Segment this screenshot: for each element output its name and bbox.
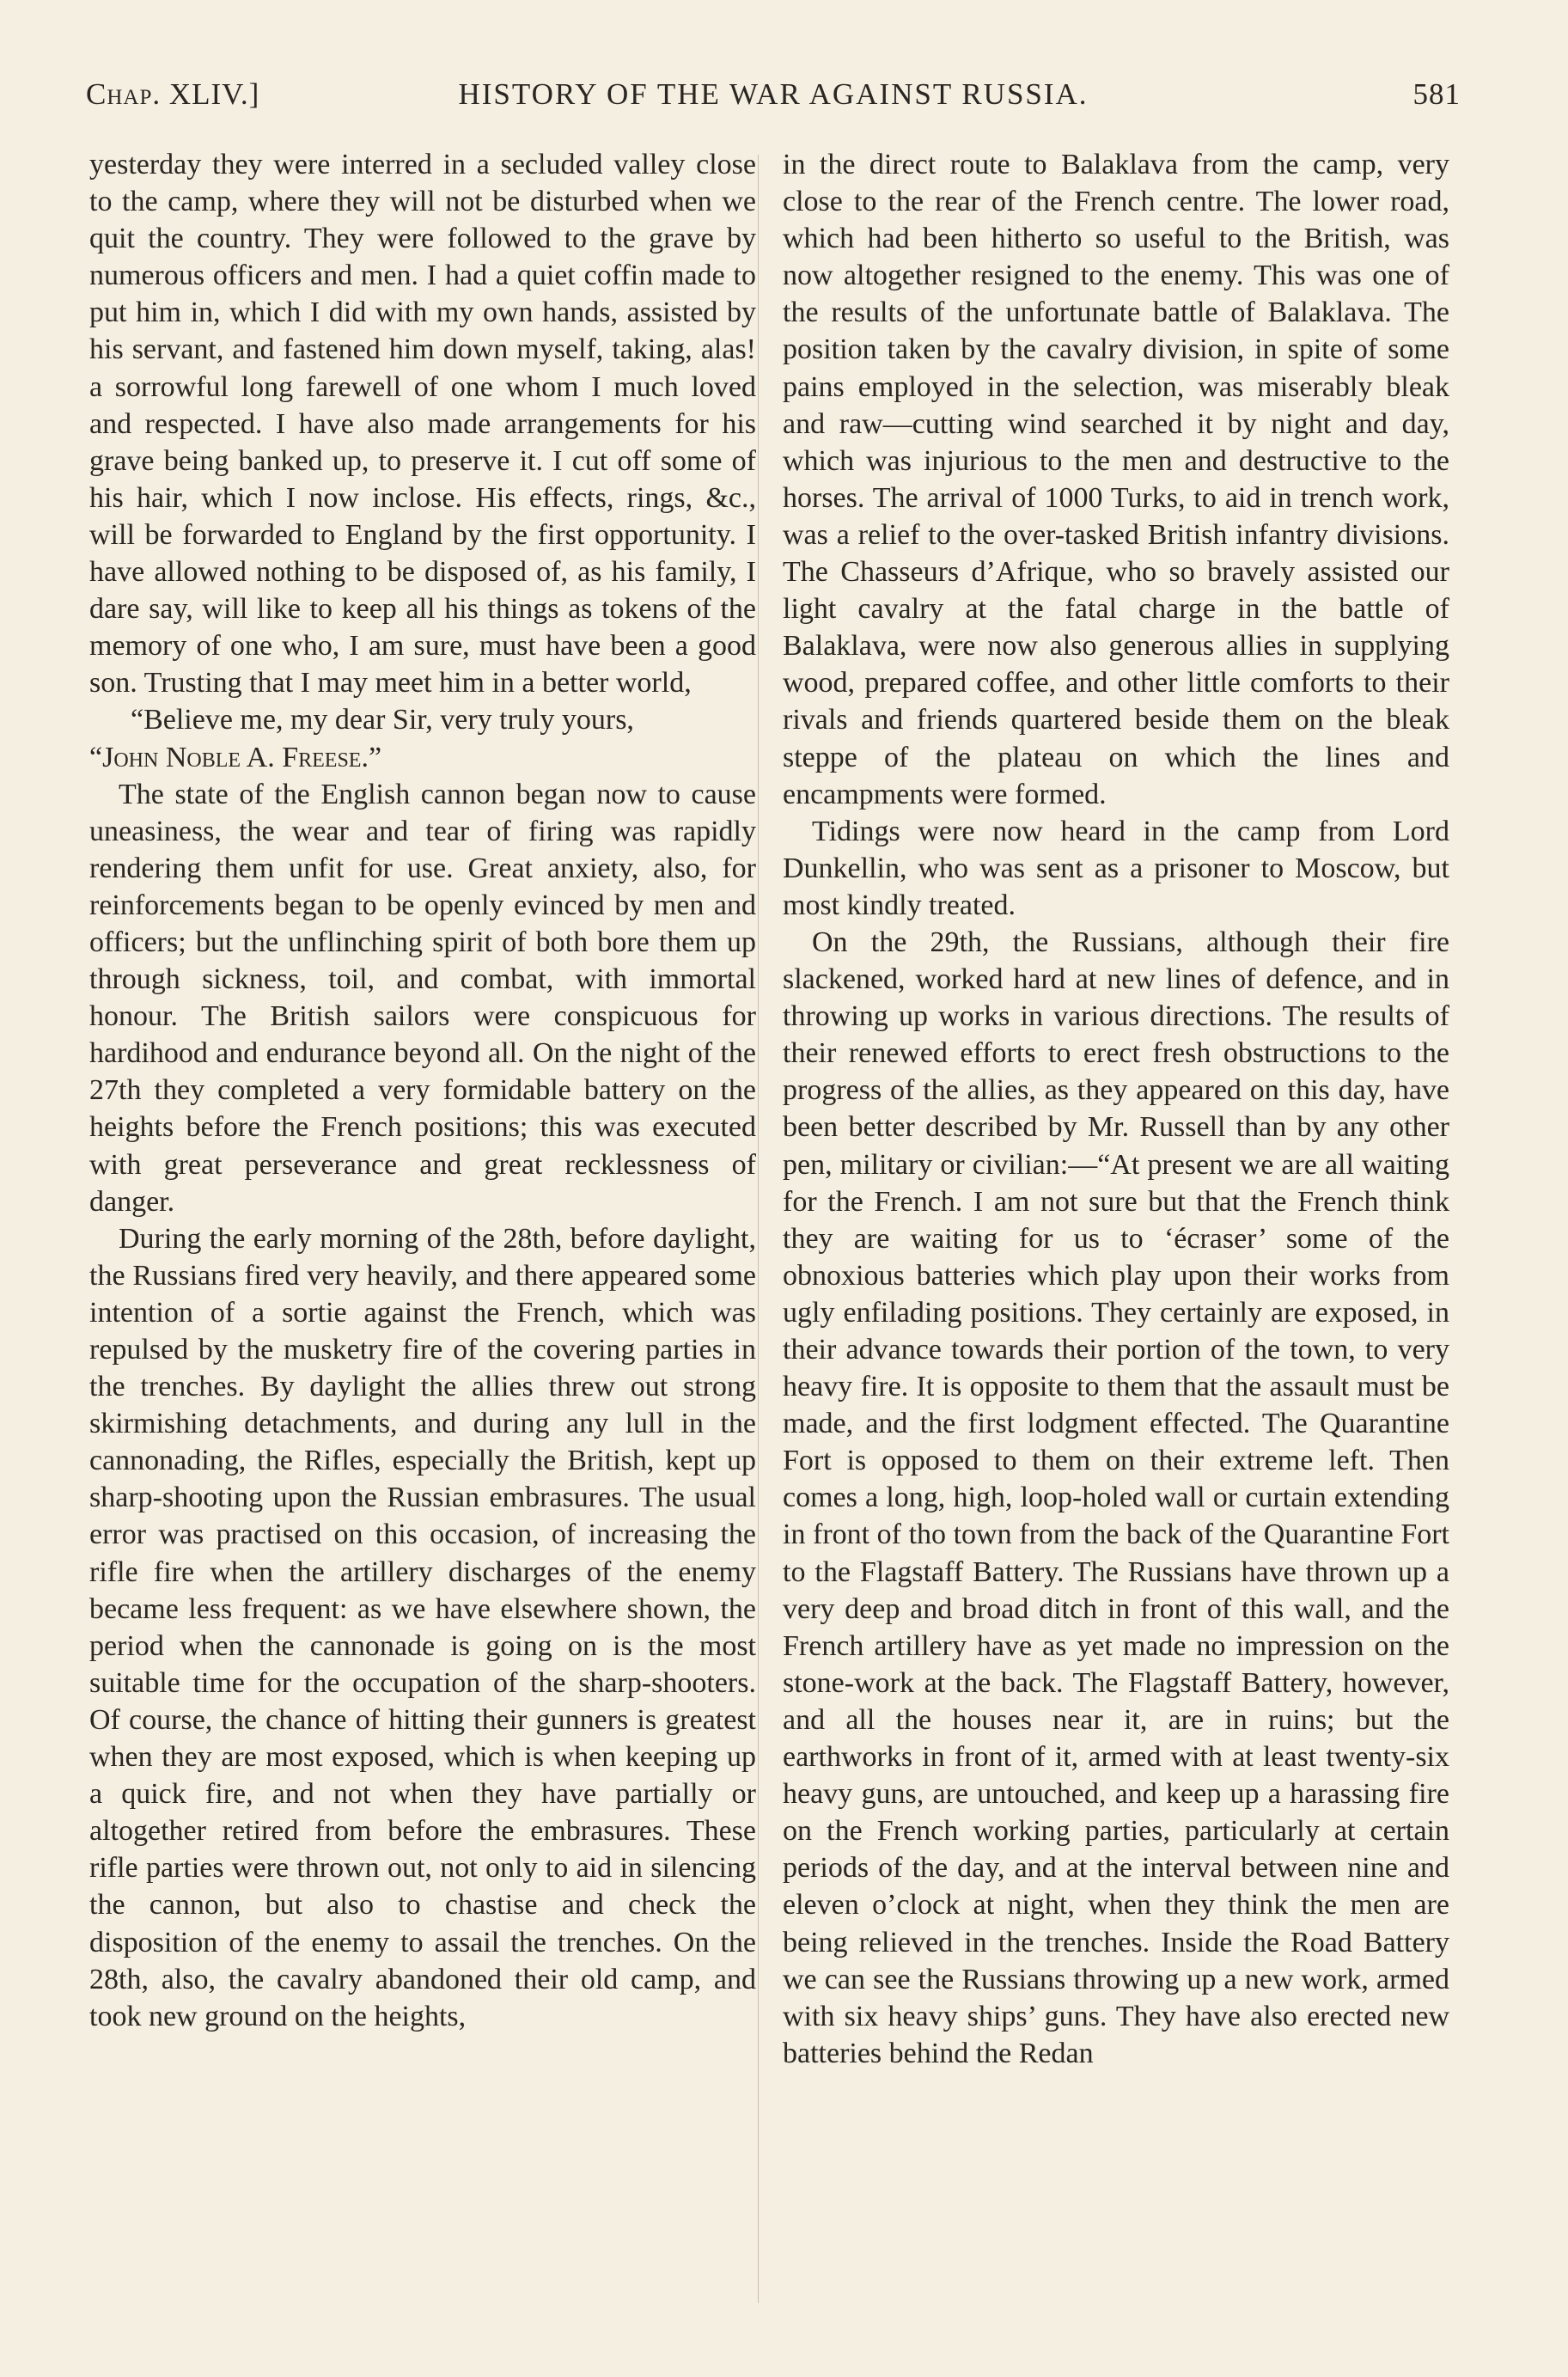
paragraph: During the early morning of the 28th, before daylight, the Russians fired very heavily, and there appeared some intention of a sortie against the French, which was repulsed by the musketry fire of the covering parties in the trenches. By daylight the allies threw out strong skirmishing detachments, and during any lull in the cannonading, the Rifles, especially the British, kept up sharp-shooting upon the Russian embrasures. The usual error was practised on this occasion, of increasing the rifle fire when the artillery discharges of the enemy became less frequent: as we have elsewhere shown, the period when the cannonade is going on is the most suitable time for the occupation of the sharp-shooters. Of course, the chance of hitting their gunners is greatest when they are most exposed, which is when keeping up a quick fire, and not when they have partially or altogether retired from before the embrasures. These rifle parties were thrown out, not only to aid in silencing the cannon, but also to chastise and check the disposition of the enemy to assail the trenches. On the 28th, also, the cavalry abandoned their old camp, and took new ground on the heights, bbox=[89, 1222, 756, 2032]
right-column bbox=[783, 146, 1449, 2072]
chapter-label: Chap. XLIV.] bbox=[86, 77, 260, 111]
paragraph: The state of the English cannon began now to cause uneasiness, the wear and tear of firing was rapidly rendering them unfit for use. Great anxiety, also, for reinforcements began to be openly evinced by men and officers; but the unflinching spirit of both bore them up through sickness, toil, and combat, with immortal honour. The British sailors were conspicuous for hardihood and endurance beyond all. On the night of the 27th they completed a very formidable battery on the heights before the French positions; this was executed with great perseverance and great recklessness of danger. bbox=[89, 778, 756, 1218]
page-number: 581 bbox=[1412, 77, 1461, 111]
running-head bbox=[86, 77, 1461, 120]
letter-closing: “Believe me, my dear Sir, very truly yours, bbox=[131, 704, 634, 736]
left-column bbox=[89, 146, 756, 2035]
paragraph: Tidings were now heard in the camp from Lord Dunkellin, who was sent as a prisoner to Moscow, but most kindly treated. bbox=[783, 815, 1449, 921]
running-title: HISTORY OF THE WAR AGAINST RUSSIA. bbox=[458, 77, 1089, 111]
paragraph: yesterday they were interred in a secluded valley close to the camp, where they will not be disturbed when we quit the country. They were followed to the grave by numerous officers and men. I had a quiet coffin made to put him in, which I did with my own hands, assisted by his servant, and fastened him down myself, taking, alas! a sorrowful long farewell of one whom I much loved and respected. I have also made arrangements for his grave being banked up, to preserve it. I cut off some of his hair, which I now inclose. His effects, rings, &c., will be forwarded to England by the first opportunity. I have allowed nothing to be disposed of, as his family, I dare say, will like to keep all his things as tokens of the memory of one who, I am sure, must have been a good son. Trusting that I may meet him in a better world, bbox=[89, 149, 756, 700]
paragraph: in the direct route to Balaklava from the camp, very close to the rear of the French centre. The lower road, which had been hitherto so useful to the British, was now altogether resigned to the enemy. This was one of the results of the unfortunate battle of Balaklava. The position taken by the cavalry division, in spite of some pains employed in the selection, was miserably bleak and raw—cutting wind searched it by night and day, which was injurious to the men and destructive to the horses. The arrival of 1000 Turks, to aid in trench work, was a relief to the over-tasked British infantry divisions. The Chasseurs d’Afrique, who so bravely assisted our light cavalry at the fatal charge in the battle of Balaklava, were now also generous allies in supplying wood, prepared coffee, and other little comforts to their rivals and friends quartered beside them on the bleak steppe of the plateau on which the lines and encampments were formed. bbox=[783, 149, 1449, 810]
paragraph: On the 29th, the Russians, although their fire slackened, worked hard at new lines of defence, and in throwing up works in various directions. The results of their renewed efforts to erect fresh obstructions to the progress of the allies, as they appeared on this day, have been better described by Mr. Russell than by any other pen, military or civilian:—“At present we are all waiting for the French. I am not sure but that the French think they are waiting for us to ‘écraser’ some of the obnoxious batteries which play upon their works from ugly enfilading positions. They certainly are exposed, in their advance towards their portion of the town, to very heavy fire. It is opposite to them that the assault must be made, and the first lodgment effected. The Quarantine Fort is opposed to them on their extreme left. Then comes a long, high, loop-holed wall or curtain extending in front of tho town from the back of the Quarantine Fort to the Flagstaff Battery. The Russians have thrown up a very deep and broad ditch in front of this wall, and the French artillery have as yet made no impression on the stone-work at the back. The Flagstaff Battery, however, and all the houses near it, are in ruins; but the earthworks in front of it, armed with at least twenty-six heavy guns, are untouched, and keep up a harassing fire on the French working parties, particularly at certain periods of the day, and at the interval between nine and eleven o’clock at night, when they think the men are being relieved in the trenches. Inside the Road Battery we can see the Russians throwing up a new work, armed with six heavy ships’ guns. They have also erected new batteries behind the Redan bbox=[783, 926, 1449, 2069]
letter-signature: “John Noble A. Freese.” bbox=[89, 741, 382, 773]
column-divider bbox=[758, 155, 759, 2303]
